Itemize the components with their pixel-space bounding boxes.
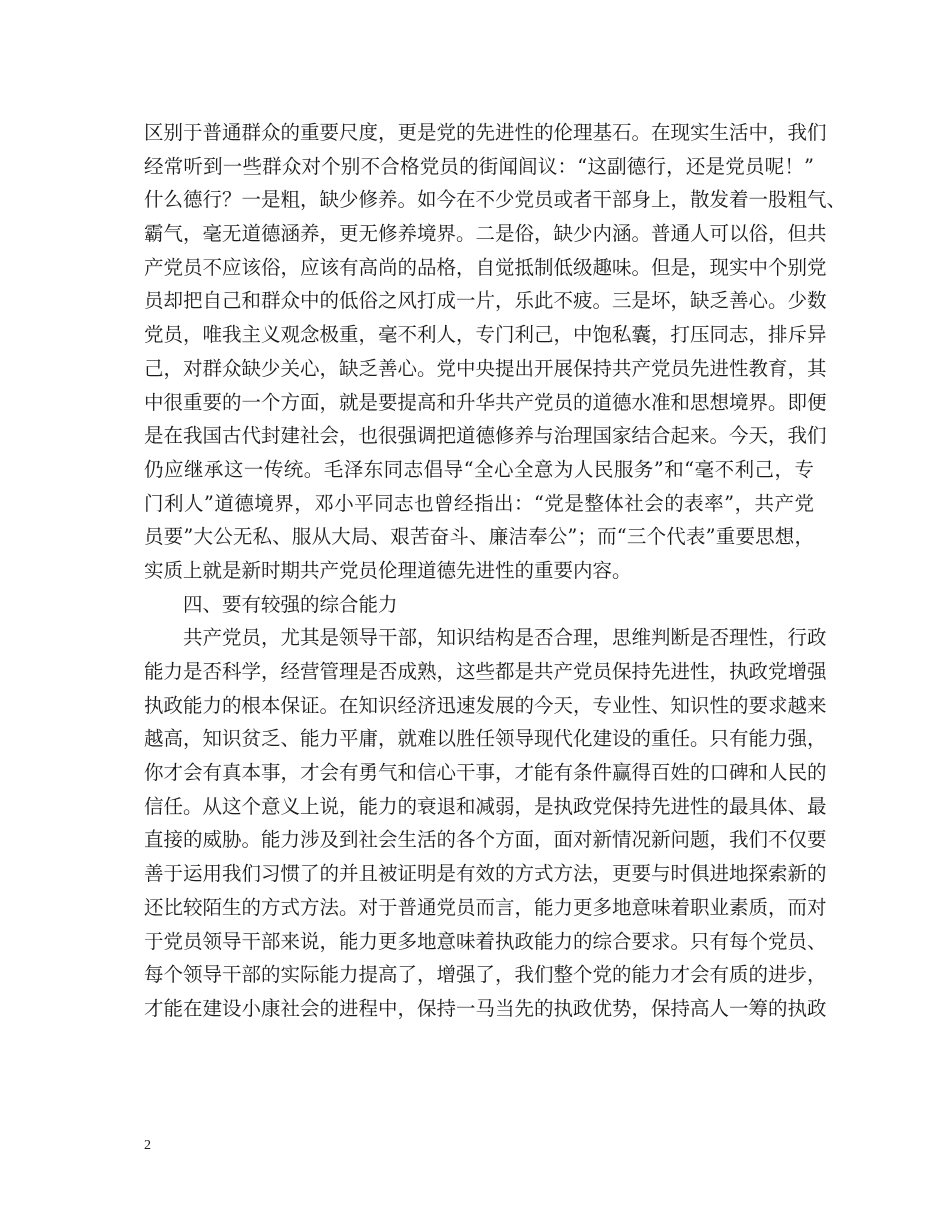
- paragraph: [144, 621, 827, 1025]
- text-line: 霸气，毫无道德涵养，更无修养境界。二是俗，缺少内涵。普通人可以俗，但共: [144, 222, 827, 246]
- text-line: 四、要有较强的综合能力: [183, 592, 398, 616]
- text-line: 仍应继承这一传统。毛泽东同志倡导“全心全意为人民服务”和“毫不利己，专: [144, 457, 814, 481]
- text-line: 实质上就是新时期共产党员伦理道德先进性的重要内容。: [144, 558, 632, 582]
- text-line: 什么德行？一是粗，缺少修养。如今在不少党员或者干部身上，散发着一股粗气、: [144, 188, 847, 212]
- text-line: 能力是否科学，经营管理是否成熟，这些都是共产党员保持先进性，执政党增强: [144, 660, 827, 683]
- section-heading: [144, 588, 814, 622]
- text-line: 你才会有真本事，才会有勇气和信心干事，才能有条件赢得百姓的口碑和人民的: [144, 761, 827, 785]
- text-line: 直接的威胁。能力涉及到社会生活的各个方面，面对新情况新问题，我们不仅要: [144, 828, 827, 852]
- text-line: 越高，知识贫乏、能力平庸，就难以胜任领导现代化建设的重任。只有能力强，: [144, 727, 827, 751]
- document-body: [144, 116, 847, 1026]
- text-line: 员要”大公无私、服从大局、艰苦奋斗、廉洁奉公”；而“三个代表”重要思想，: [144, 525, 814, 549]
- text-line: 门利人”道德境界，邓小平同志也曾经指出：“党是整体社会的表率”，共产党: [144, 491, 814, 515]
- text-line: 是在我国古代封建社会，也很强调把道德修养与治理国家结合起来。今天，我们: [144, 424, 827, 448]
- text-line: 才能在建设小康社会的进程中，保持一马当先的执政优势，保持高人一筹的执政: [144, 996, 827, 1020]
- text-line: 信任。从这个意义上说，能力的衰退和减弱，是执政党保持先进性的最具体、最: [144, 794, 827, 818]
- text-line: 每个领导干部的实际能力提高了，增强了，我们整个党的能力才会有质的进步，: [144, 963, 827, 987]
- text-line: 还比较陌生的方式方法。对于普通党员而言，能力更多地意味着职业素质，而对: [144, 895, 827, 919]
- text-line: 于党员领导干部来说，能力更多地意味着执政能力的综合要求。只有每个党员、: [144, 929, 827, 953]
- page-number: 2: [144, 1138, 151, 1153]
- text-line: 党员，唯我主义观念极重，毫不利人，专门利己，中饱私囊，打压同志，排斥异: [144, 323, 827, 347]
- text-line: 己，对群众缺少关心，缺乏善心。党中央提出开展保持共产党员先进性教育，其: [144, 356, 827, 380]
- text-line: 员却把自己和群众中的低俗之风打成一片，乐此不疲。三是坏，缺乏善心。少数: [144, 289, 827, 313]
- paragraph: [144, 116, 847, 588]
- text-line: 产党员不应该俗，应该有高尚的品格，自觉抵制低级趣味。但是，现实中个别党: [144, 255, 827, 279]
- text-line: 共产党员，尤其是领导干部，知识结构是否合理，思维判断是否理性，行政: [183, 626, 827, 650]
- text-line: 中很重要的一个方面，就是要提高和升华共产党员的道德水准和思想境界。即便: [144, 390, 827, 414]
- text-line: 区别于普通群众的重要尺度，更是党的先进性的伦理基石。在现实生活中，我们: [144, 121, 827, 144]
- text-line: 执政能力的根本保证。在知识经济迅速发展的今天，专业性、知识性的要求越来: [144, 693, 827, 717]
- text-line: 善于运用我们习惯了的并且被证明是有效的方式方法，更要与时俱进地探索新的: [144, 862, 827, 886]
- text-line: 经常听到一些群众对个别不合格党员的街闻闾议：“这副德行，还是党员呢！”: [144, 154, 814, 178]
